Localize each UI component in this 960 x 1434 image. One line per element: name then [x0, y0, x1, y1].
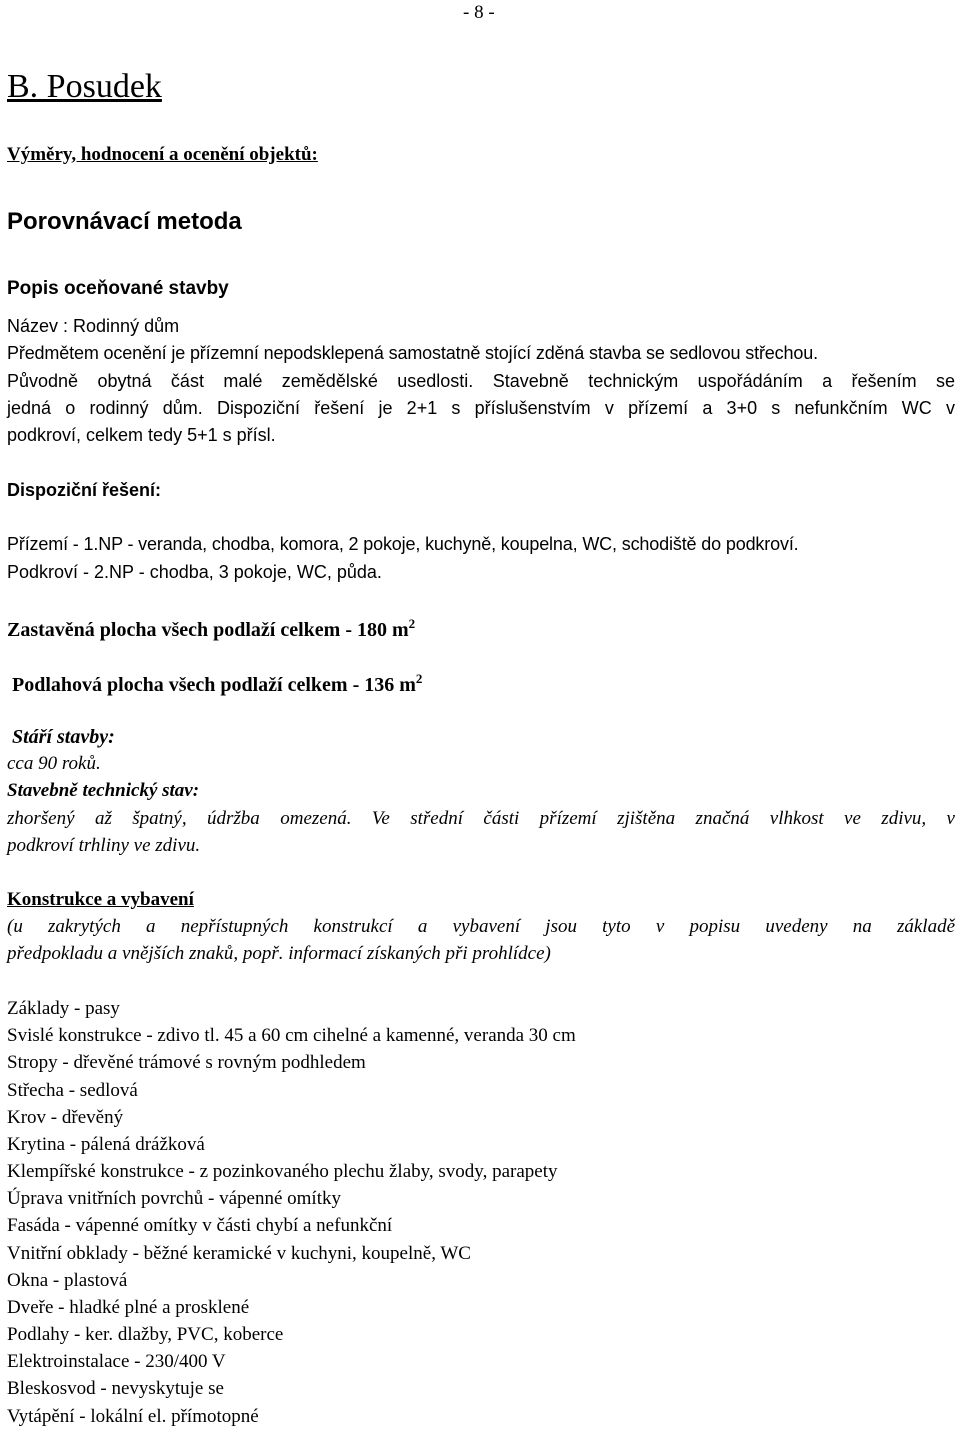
construction-item: Elektroinstalace - 230/400 V — [7, 1351, 226, 1372]
construction-note-line: (u zakrytých a nepřístupných konstrukcí a vybavení jsou tyto v popisu uvedeny na základě — [7, 916, 955, 937]
method-heading: Porovnávací metoda — [7, 208, 242, 235]
built-area-label: Zastavěná plocha všech podlaží celkem - 180 m — [7, 619, 409, 641]
layout-line: Podkroví - 2.NP - chodba, 3 pokoje, WC, půda. — [7, 562, 382, 582]
construction-item: Okna - plastová — [7, 1270, 128, 1291]
construction-item: Střecha - sedlová — [7, 1080, 138, 1101]
construction-item: Vnitřní obklady - běžné keramické v kuchyni, koupelně, WC — [7, 1243, 471, 1264]
floor-area-unit-exponent: 2 — [415, 671, 423, 686]
construction-item: Bleskosvod - nevyskytuje se — [7, 1378, 224, 1399]
subtitle: Výměry, hodnocení a ocenění objektů: — [7, 144, 318, 165]
construction-item: Krov - dřevěný — [7, 1107, 124, 1128]
construction-item: Vytápění - lokální el. přímotopné — [7, 1406, 259, 1427]
construction-heading: Konstrukce a vybavení — [7, 889, 194, 910]
construction-item: Základy - pasy — [7, 998, 120, 1019]
page-number: - 8 - — [463, 2, 495, 23]
layout-heading: Dispoziční řešení: — [7, 480, 162, 500]
built-area — [7, 617, 415, 640]
construction-item: Krytina - pálená drážková — [7, 1134, 205, 1155]
description-line: Původně obytná část malé zemědělské usedlosti. Stavebně technickým uspořádáním a řešením se — [7, 371, 955, 391]
floor-area-label: Podlahová plocha všech podlaží celkem - 136 m — [12, 674, 416, 696]
construction-item: Klempířské konstrukce - z pozinkovaného plechu žlaby, svody, parapety — [7, 1161, 558, 1182]
description-line: jedná o rodinný dům. Dispoziční řešení je 2+1 s příslušenstvím v přízemí a 3+0 s nefunkčním WC v — [7, 398, 955, 418]
construction-note-line: předpokladu a vnějších znaků, popř. informací získaných při prohlídce) — [7, 943, 551, 964]
age-value: cca 90 roků. — [7, 753, 101, 774]
construction-item: Úprava vnitřních povrchů - vápenné omítky — [7, 1188, 341, 1209]
condition-heading: Stavebně technický stav: — [7, 780, 200, 801]
floor-area — [12, 672, 422, 695]
construction-item: Svislé konstrukce - zdivo tl. 45 a 60 cm cihelné a kamenné, veranda 30 cm — [7, 1025, 576, 1046]
description-line: podkroví, celkem tedy 5+1 s přísl. — [7, 425, 276, 445]
layout-line: Přízemí - 1.NP - veranda, chodba, komora, 2 pokoje, kuchyně, koupelna, WC, schodiště do podkroví. — [7, 534, 799, 554]
construction-item: Podlahy - ker. dlažby, PVC, koberce — [7, 1324, 284, 1345]
construction-item: Dveře - hladké plné a prosklené — [7, 1297, 250, 1318]
construction-item: Stropy - dřevěné trámové s rovným podhledem — [7, 1052, 366, 1073]
age-heading: Stáří stavby: — [12, 726, 115, 748]
section-title: B. Posudek — [7, 68, 162, 105]
description-heading: Popis oceňované stavby — [7, 278, 229, 299]
name-line: Název : Rodinný dům — [7, 316, 180, 336]
condition-line: zhoršený až špatný, údržba omezená. Ve střední části přízemí zjištěna značná vlhkost ve zdivu, v — [7, 808, 955, 829]
built-area-unit-exponent: 2 — [408, 616, 416, 631]
description-line: Předmětem ocenění je přízemní nepodsklepená samostatně stojící zděná stavba se sedlovou střechou. — [7, 343, 818, 363]
construction-item: Fasáda - vápenné omítky v části chybí a nefunkční — [7, 1215, 393, 1236]
condition-line: podkroví trhliny ve zdivu. — [7, 835, 201, 856]
